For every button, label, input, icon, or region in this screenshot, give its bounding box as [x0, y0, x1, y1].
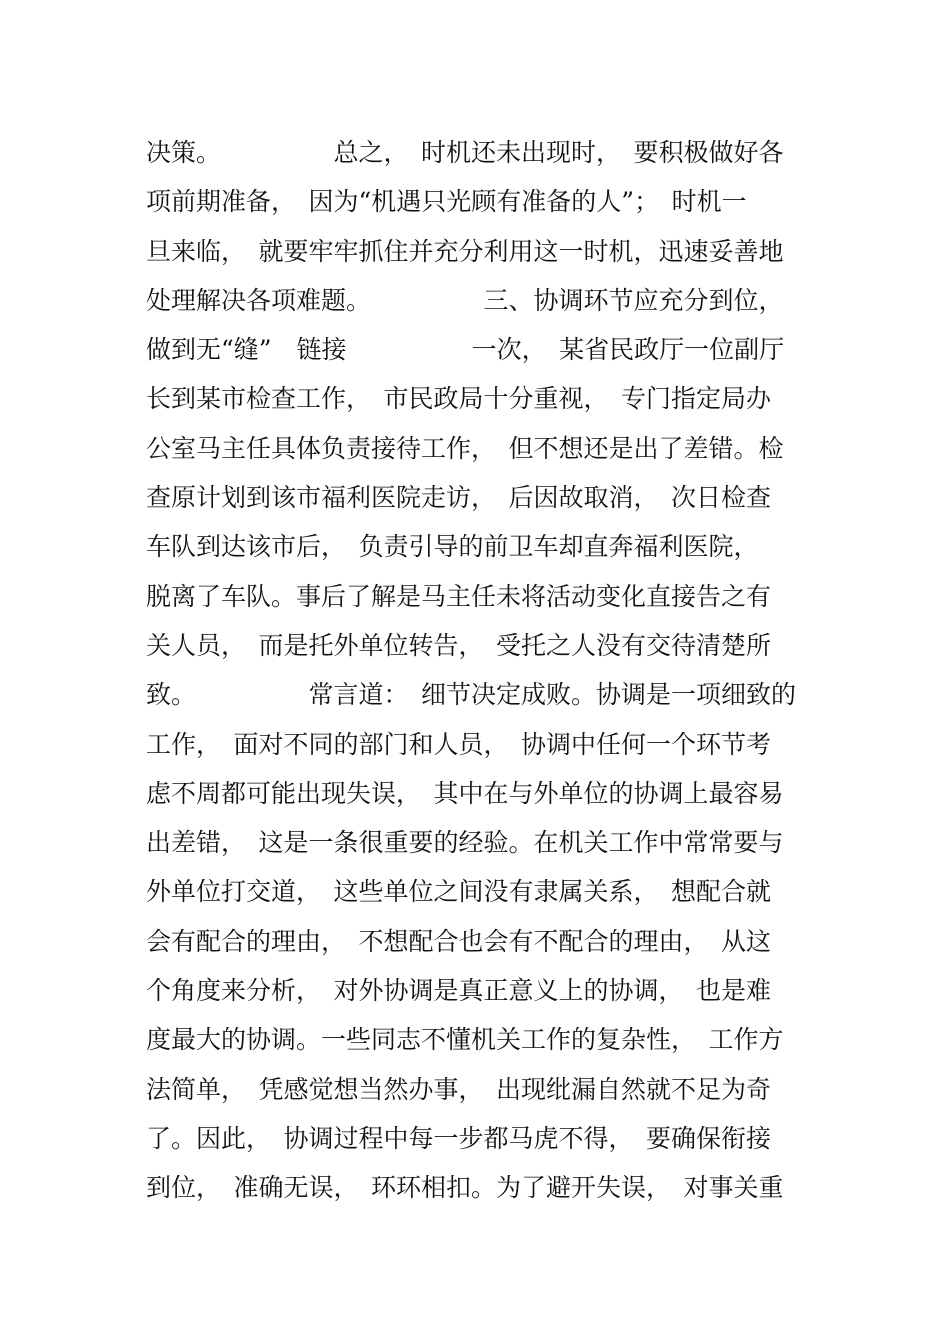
text-line: 脱离了车队。事后了解是马主任未将活动变化直接告之有 — [146, 581, 772, 611]
text-line: 公室马主任具体负责接待工作， 但不想还是出了差错。检 — [146, 433, 784, 463]
text-line: 致。 常言道： 细节决定成败。协调是一项细致的 — [146, 680, 797, 710]
text-line: 决策。 总之， 时机还未出现时， 要积极做好各 — [146, 138, 784, 167]
text-line: 度最大的协调。一些同志不懂机关工作的复杂性， 工作方 — [146, 1025, 784, 1055]
text-line: 个角度来分析， 对外协调是真正意义上的协调， 也是难 — [146, 976, 772, 1006]
body-text — [146, 128, 816, 1213]
text-line: 到位， 准确无误， 环环相扣。为了避开失误， 对事关重 — [146, 1173, 784, 1203]
text-line: 做到无“缝” 链接 一次， 某省民政厅一位副厅 — [146, 335, 785, 365]
text-line: 法简单， 凭感觉想当然办事， 出现纰漏自然就不足为奇 — [146, 1074, 772, 1104]
text-line: 会有配合的理由， 不想配合也会有不配合的理由， 从这 — [146, 926, 772, 956]
text-line: 关人员， 而是托外单位转告， 受托之人没有交待清楚所 — [146, 630, 772, 660]
text-line: 处理解决各项难题。 三、协调环节应充分到位， — [146, 285, 784, 315]
text-line: 查原计划到该市福利医院走访， 后因故取消， 次日检查 — [146, 483, 772, 513]
text-line: 长到某市检查工作， 市民政局十分重视， 专门指定局办 — [146, 384, 772, 414]
text-line: 工作， 面对不同的部门和人员， 协调中任何一个环节考 — [146, 729, 772, 759]
text-line: 车队到达该市后， 负责引导的前卫车却直奔福利医院， — [146, 532, 759, 562]
text-line: 出差错， 这是一条很重要的经验。在机关工作中常常要与 — [146, 828, 784, 858]
text-line: 项前期准备， 因为“机遇只光顾有准备的人”； 时机一 — [146, 187, 747, 217]
text-line: 虑不周都可能出现失误， 其中在与外单位的协调上最容易 — [146, 778, 784, 808]
text-line: 外单位打交道， 这些单位之间没有隶属关系， 想配合就 — [146, 877, 772, 907]
text-line: 旦来临， 就要牢牢抓住并充分利用这一时机，迅速妥善地 — [146, 236, 784, 266]
text-line: 了。因此， 协调过程中每一步都马虎不得， 要确保衔接 — [146, 1123, 772, 1153]
